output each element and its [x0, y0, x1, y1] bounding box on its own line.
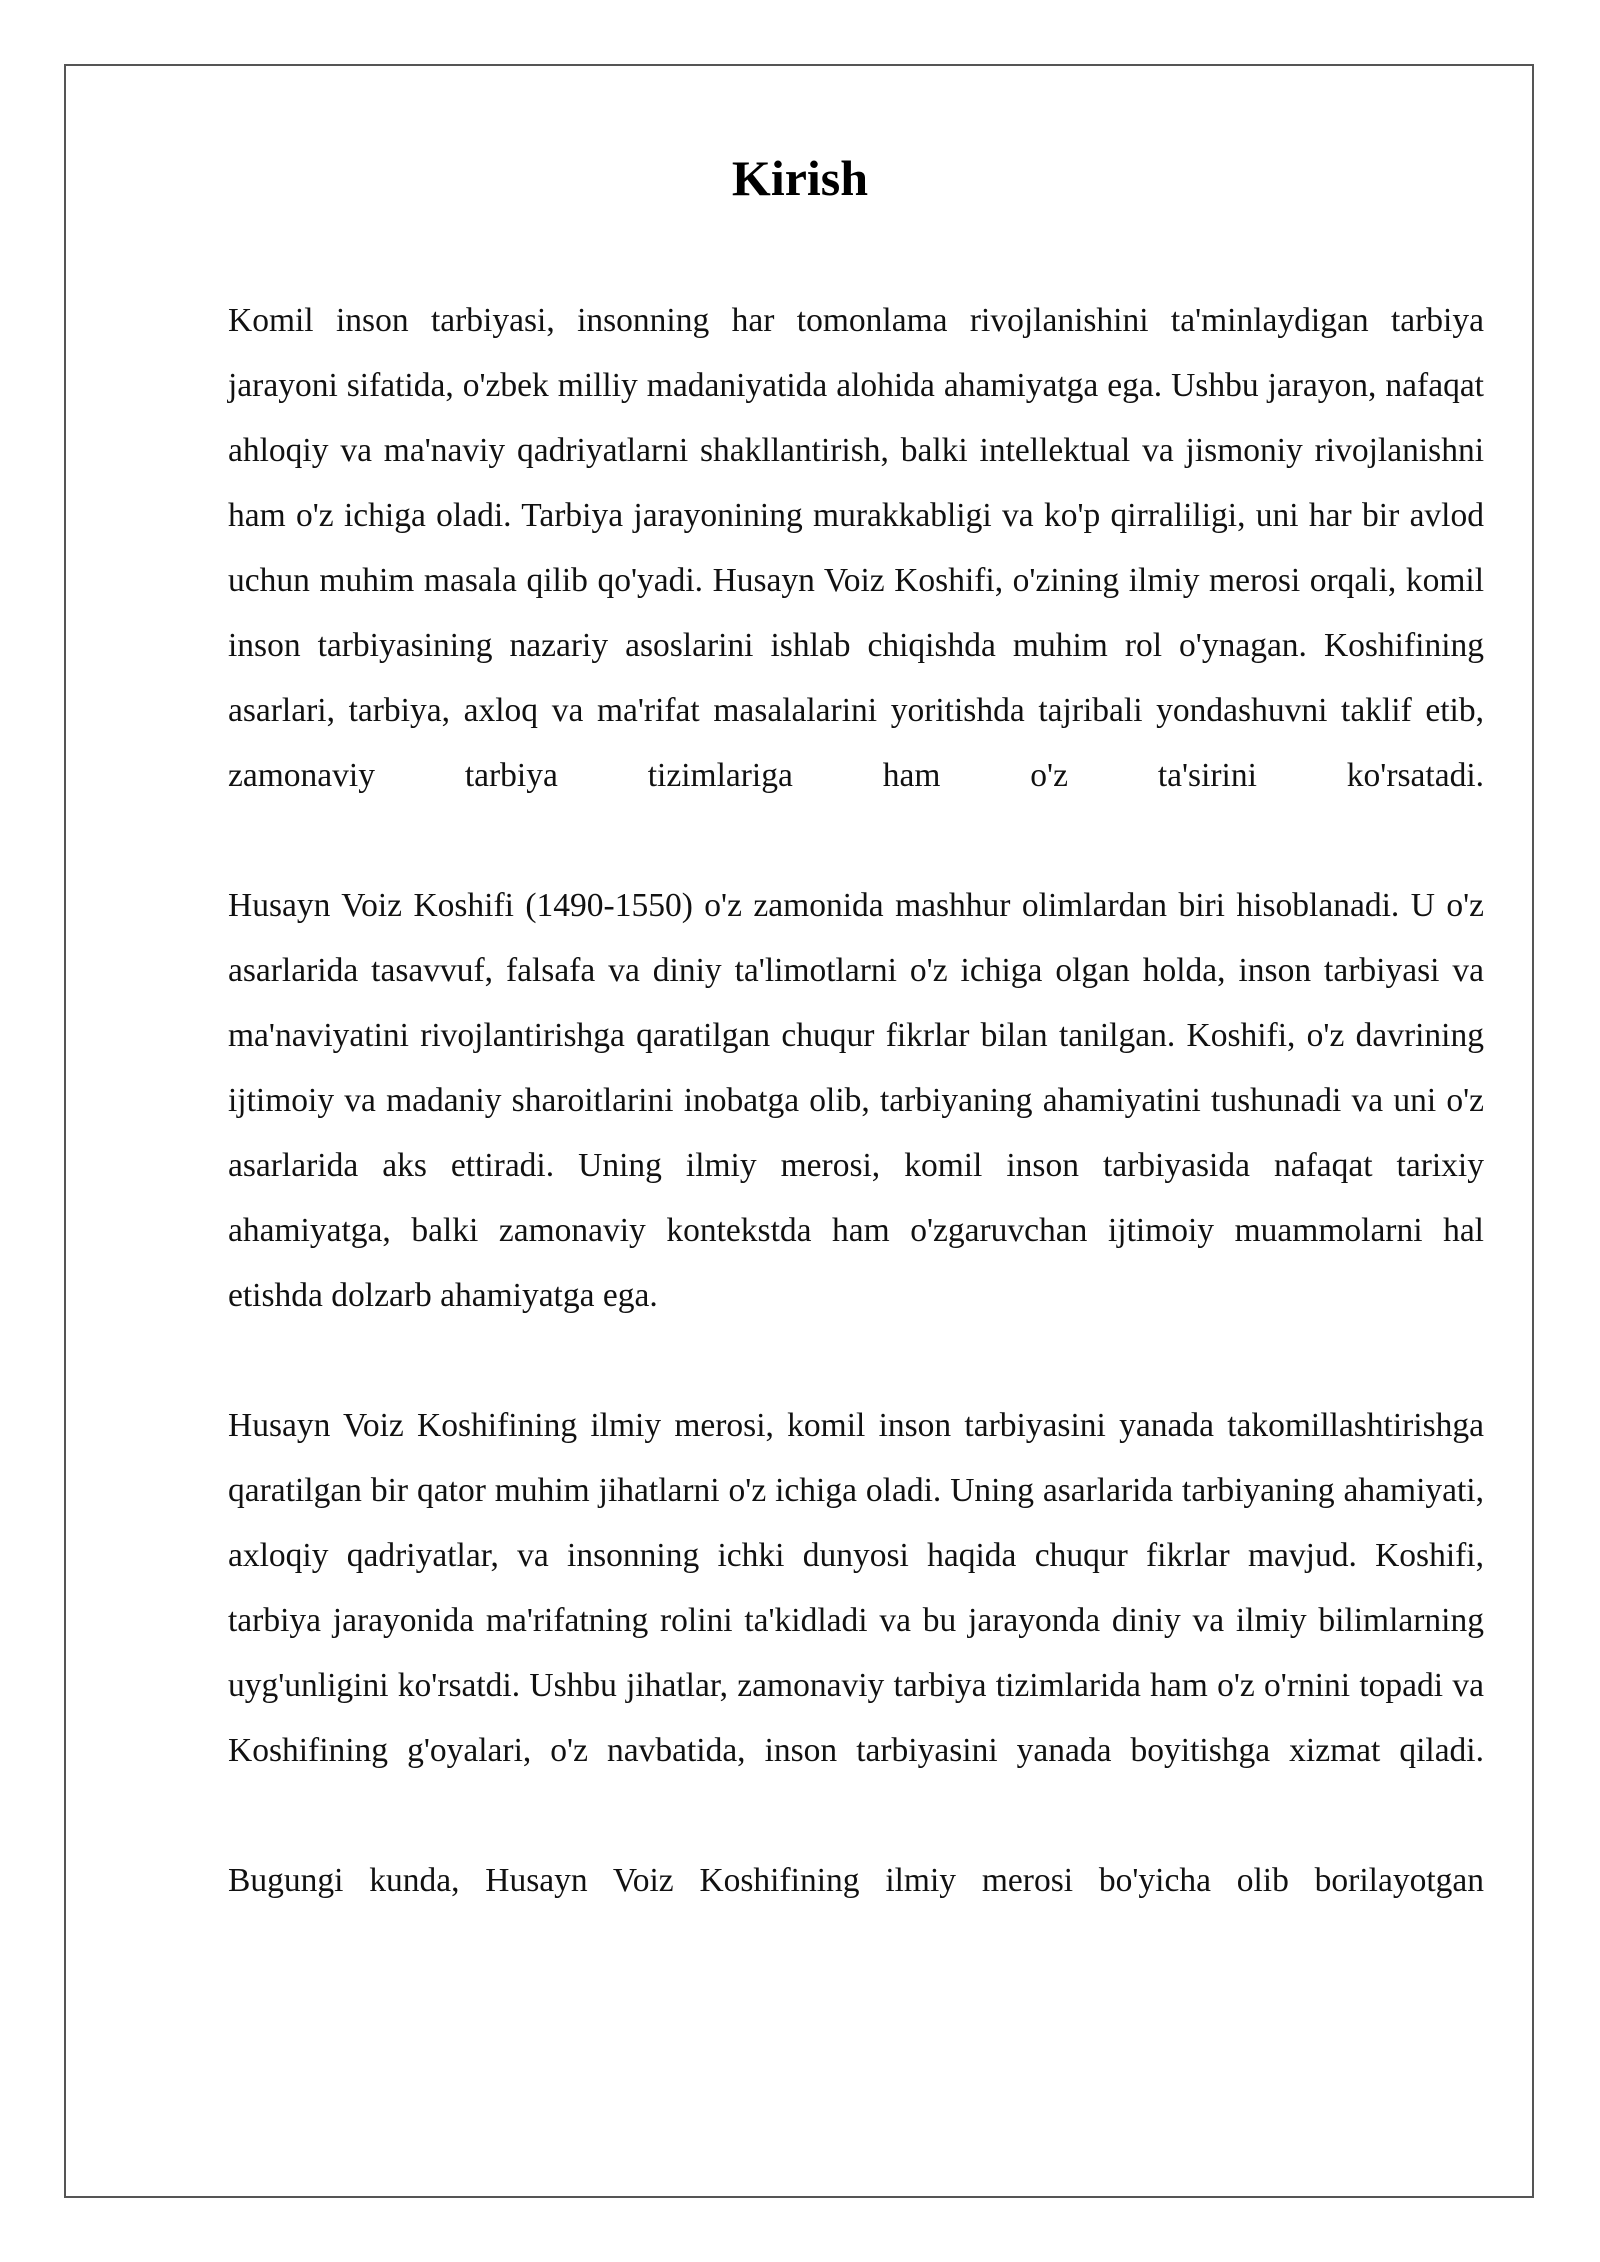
paragraph-3: Husayn Voiz Koshifining ilmiy merosi, komil inson tarbiyasini yanada takomillashtirishga qaratilgan bir qator muhim jihatlarni o'z ichiga oladi. Uning asarlarida tarbiyaning ahamiyati, axloqiy qadriyatlar, va insonning ichki dunyosi haqida chuqur fikrlar mavjud. Koshifi, tarbiya jarayonida ma'rifatning rolini ta'kidladi va bu jarayonda diniy va ilmiy bilimlarning uyg'unligini ko'rsatdi. Ushbu jihatlar, zamonaviy tarbiya tizimlarida ham o'z o'rnini topadi va Koshifining g'oyalari, o'z navbatida, inson tarbiyasini yanada boyitishga xizmat qiladi. [228, 1407, 1484, 1769]
document-body [228, 288, 1484, 1913]
paragraph-4: Bugungi kunda, Husayn Voiz Koshifining ilmiy merosi bo'yicha olib borilayotgan [228, 1862, 1484, 1899]
page-title: Kirish [731, 150, 869, 206]
paragraph-1: Komil inson tarbiyasi, insonning har tomonlama rivojlanishini ta'minlaydigan tarbiya jarayoni sifatida, o'zbek milliy madaniyatida alohida ahamiyatga ega. Ushbu jarayon, nafaqat ahloqiy va ma'naviy qadriyatlarni shakllantirish, balki intellektual va jismoniy rivojlanishni ham o'z ichiga oladi. Tarbiya jarayonining murakkabligi va ko'p qirraliligi, uni har bir avlod uchun muhim masala qilib qo'yadi. Husayn Voiz Koshifi, o'zining ilmiy merosi orqali, komil inson tarbiyasining nazariy asoslarini ishlab chiqishda muhim rol o'ynagan. Koshifining asarlari, tarbiya, axloq va ma'rifat masalalarini yoritishda tajribali yondashuvni taklif etib, zamonaviy tarbiya tizimlariga ham o'z ta'sirini ko'rsatadi. [228, 302, 1484, 794]
paragraph-2: Husayn Voiz Koshifi (1490-1550) o'z zamonida mashhur olimlardan biri hisoblanadi. U o'z asarlarida tasavvuf, falsafa va diniy ta'limotlarni o'z ichiga olgan holda, inson tarbiyasi va ma'naviyatini rivojlantirishga qaratilgan chuqur fikrlar bilan tanilgan. Koshifi, o'z davrining ijtimoiy va madaniy sharoitlarini inobatga olib, tarbiyaning ahamiyatini tushunadi va uni o'z asarlarida aks ettiradi. Uning ilmiy merosi, komil inson tarbiyasida nafaqat tarixiy ahamiyatga, balki zamonaviy kontekstda ham o'zgaruvchan ijtimoiy muammolarni hal etishda dolzarb ahamiyatga ega. [228, 887, 1484, 1314]
